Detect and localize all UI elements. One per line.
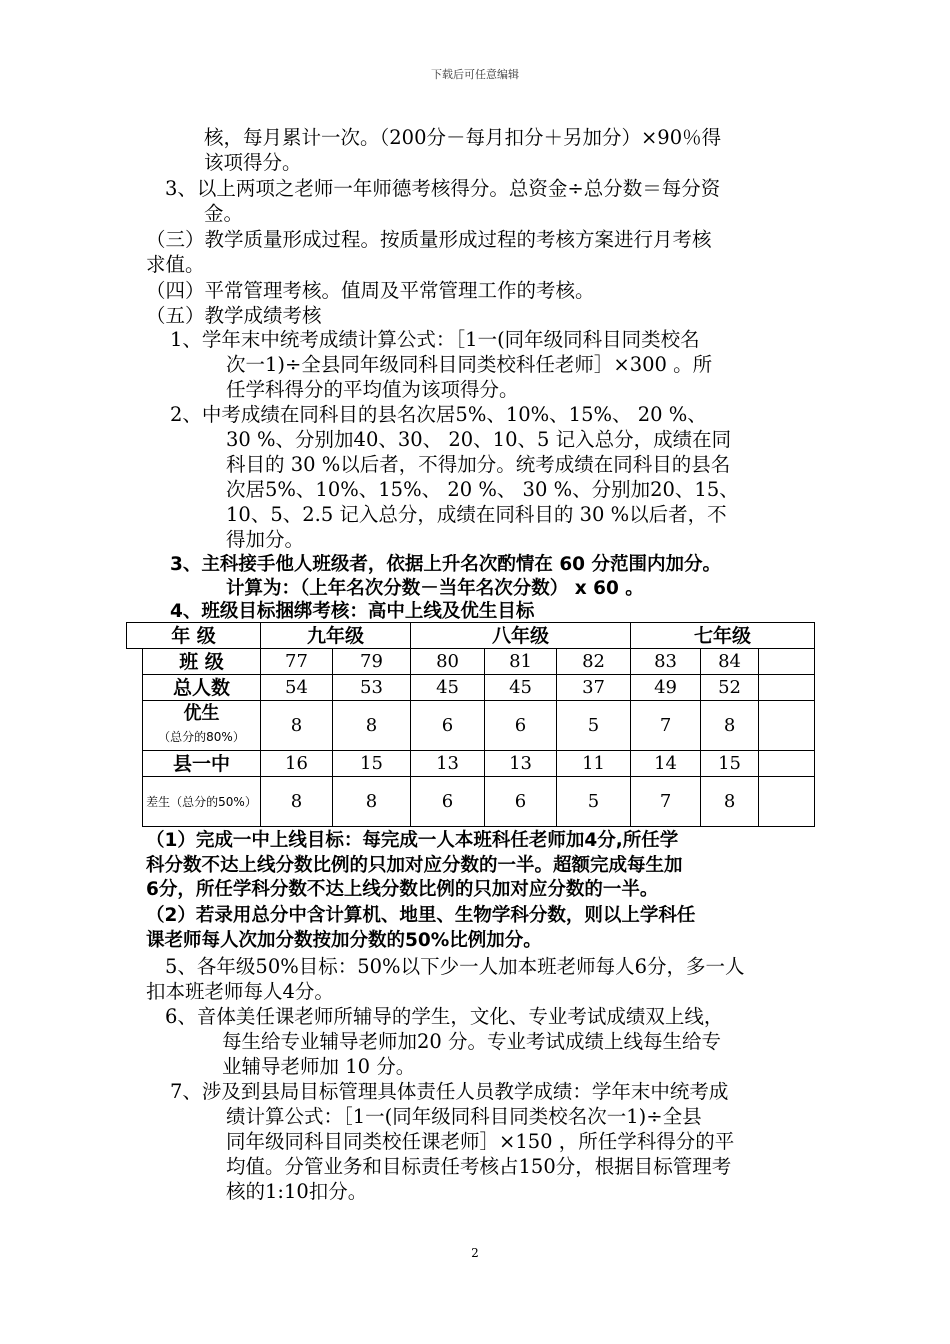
table-cell: 80 <box>411 649 485 675</box>
text-line: 该项得分。 <box>204 151 302 174</box>
table-cell: 7 <box>631 701 701 751</box>
text-line-bold: 3、主科接手他人班级者，依据上升名次酌情在 60 分范围内加分。 <box>170 554 722 575</box>
table-cell <box>759 675 815 701</box>
table-cell: 8 <box>333 701 411 751</box>
text-line: （五）教学成绩考核 <box>146 304 322 327</box>
table-cell: 82 <box>557 649 631 675</box>
table-cell: 54 <box>261 675 333 701</box>
table-cell: 16 <box>261 751 333 777</box>
grade-7-header: 七年级 <box>631 623 815 649</box>
grade-8-header: 八年级 <box>411 623 631 649</box>
text-line: 得加分。 <box>226 528 305 551</box>
text-line: 次居5%、10%、15%、 20 %、 30 %、分别加20、15、 <box>226 478 739 501</box>
row-label-county-school: 县一中 <box>143 751 261 777</box>
text-line: 每生给专业辅导老师加20 分。专业考试成绩上线每生给专 <box>222 1030 722 1053</box>
text-line: 核，每月累计一次。（200分－每月扣分＋另加分）×90％得 <box>204 126 722 149</box>
text-line: 3、以上两项之老师一年师德考核得分。总资金÷总分数＝每分资 <box>165 177 721 200</box>
table-cell: 8 <box>261 777 333 827</box>
table-cell <box>759 777 815 827</box>
text-line: 求值。 <box>146 253 205 276</box>
table-cell: 8 <box>333 777 411 827</box>
text-line: 5、各年级50%目标：50%以下少一人加本班老师每人6分，多一人 <box>165 955 745 978</box>
text-line: 任学科得分的平均值为该项得分。 <box>226 378 519 401</box>
text-line: （三）教学质量形成过程。按质量形成过程的考核方案进行月考核 <box>146 228 712 251</box>
text-line: 30 %、分别加40、30、 20、10、5 记入总分，成绩在同 <box>226 428 732 451</box>
table-cell: 14 <box>631 751 701 777</box>
table-cell <box>759 751 815 777</box>
table-cell <box>759 649 815 675</box>
table-cell: 79 <box>333 649 411 675</box>
text-line-bold: 4、班级目标捆绑考核：高中上线及优生目标 <box>170 601 535 622</box>
text-line: 均值。分管业务和目标责任考核占150分，根据目标管理考 <box>226 1155 732 1178</box>
text-line-bold: 科分数不达上线分数比例的只加对应分数的一半。超额完成每生加 <box>146 855 683 876</box>
text-line: 绩计算公式：［1一(同年级同科目同类校名次一1)÷全县 <box>226 1105 702 1128</box>
table-cell: 11 <box>557 751 631 777</box>
text-line: 次一1)÷全县同年级同科目同类校科任老师］×300 。所 <box>226 353 713 376</box>
table-cell: 15 <box>333 751 411 777</box>
table-cell: 45 <box>411 675 485 701</box>
text-line: 业辅导老师加 10 分。 <box>222 1055 416 1078</box>
table-cell: 8 <box>701 701 759 751</box>
grade-label-cell: 年 级 <box>127 623 261 649</box>
table-cell: 84 <box>701 649 759 675</box>
row-label-class: 班 级 <box>143 649 261 675</box>
table-cell: 5 <box>557 777 631 827</box>
text-line: 科目的 30 %以后者，不得加分。统考成绩在同科目的县名 <box>226 453 731 476</box>
table-cell: 7 <box>631 777 701 827</box>
table-cell: 6 <box>485 701 557 751</box>
text-line: 1、学年末中统考成绩计算公式：［1一(同年级同科目同类校名 <box>170 328 700 351</box>
text-line-bold: 课老师每人次加分数按加分数的50%比例加分。 <box>146 930 542 951</box>
text-line: 核的1:10扣分。 <box>226 1180 368 1203</box>
table-cell: 13 <box>411 751 485 777</box>
grade-9-header: 九年级 <box>261 623 411 649</box>
row-label-excellent: 优生（总分的80%） <box>143 701 261 751</box>
table-cell: 13 <box>485 751 557 777</box>
table-cell: 45 <box>485 675 557 701</box>
text-line: 同年级同科目同类校任课老师］×150 ，所任学科得分的平 <box>226 1130 735 1153</box>
table-cell: 5 <box>557 701 631 751</box>
page-number: 2 <box>471 1246 479 1260</box>
row-label-total: 总人数 <box>143 675 261 701</box>
text-line-bold: 计算为：（上年名次分数－当年名次分数） x 60 。 <box>226 578 644 599</box>
text-line: 6、音体美任课老师所辅导的学生，文化、专业考试成绩双上线， <box>165 1005 724 1028</box>
table-cell: 8 <box>701 777 759 827</box>
class-target-table <box>126 622 815 827</box>
text-line: 金。 <box>204 202 244 225</box>
row-label-poor: 差生（总分的50%） <box>143 777 261 827</box>
text-line: 7、涉及到县局目标管理具体责任人员教学成绩：学年末中统考成 <box>170 1080 729 1103</box>
table-cell: 53 <box>333 675 411 701</box>
table-cell: 77 <box>261 649 333 675</box>
text-line-bold: （2）若录用总分中含计算机、地里、生物学科分数，则以上学科任 <box>146 905 696 926</box>
page-header: 下载后可任意编辑 <box>431 68 519 81</box>
table-cell: 49 <box>631 675 701 701</box>
table-cell: 6 <box>485 777 557 827</box>
table-cell: 6 <box>411 701 485 751</box>
table-cell: 37 <box>557 675 631 701</box>
table-cell: 15 <box>701 751 759 777</box>
text-line: 10、5、2.5 记入总分，成绩在同科目的 30 %以后者，不 <box>226 503 727 526</box>
table-cell: 83 <box>631 649 701 675</box>
table-cell: 52 <box>701 675 759 701</box>
table-cell: 8 <box>261 701 333 751</box>
text-line: 2、中考成绩在同科目的县名次居5%、10%、15%、 20 %、 <box>170 403 707 426</box>
table-cell <box>759 701 815 751</box>
table-cell: 81 <box>485 649 557 675</box>
table-cell: 6 <box>411 777 485 827</box>
text-line-bold: （1）完成一中上线目标：每完成一人本班科任老师加4分,所任学 <box>146 830 679 851</box>
text-line: 扣本班老师每人4分。 <box>146 980 334 1003</box>
text-line-bold: 6分，所任学科分数不达上线分数比例的只加对应分数的一半。 <box>146 879 659 900</box>
text-line: （四）平常管理考核。值周及平常管理工作的考核。 <box>146 279 595 302</box>
